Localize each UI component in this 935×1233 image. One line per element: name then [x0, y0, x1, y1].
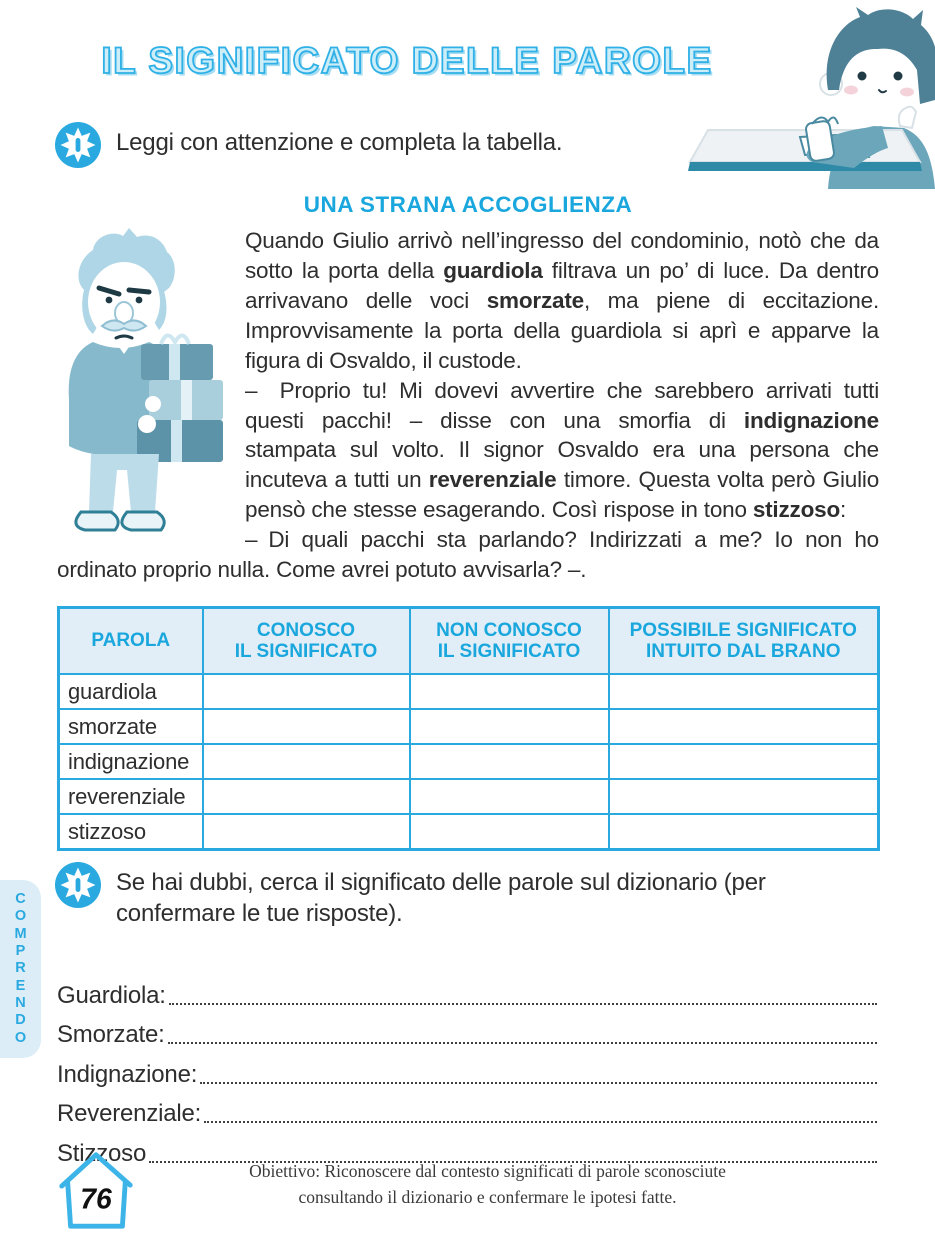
- sun-info-icon: [55, 122, 101, 173]
- answer-line: [57, 1049, 877, 1089]
- answer-cell-empty[interactable]: [203, 744, 410, 779]
- answer-cell-empty[interactable]: [203, 674, 410, 709]
- col-header-non-conosco: NON CONOSCO IL SIGNIFICATO: [410, 608, 609, 675]
- answer-cell-empty[interactable]: [609, 744, 879, 779]
- table-row: [59, 744, 879, 779]
- answer-cell-empty[interactable]: [203, 814, 410, 850]
- table-row: [59, 709, 879, 744]
- instruction-row-2: [55, 862, 885, 929]
- instruction-text: Leggi con attenzione e completa la tabella.: [116, 129, 563, 156]
- passage-paragraph: – Proprio tu! Mi dovevi avvertire che sarebbero arrivati tutti questi pacchi! – disse con una smorfia di indignazione stampata sul volto. Il signor Osvaldo era una persona che incuteva a tutti un reverenziale timore. Questa volta però Giulio pensò che stesse esagerando. Così rispose in tono stizzoso:: [245, 377, 880, 523]
- answer-line-label: Stizzoso: [57, 1139, 147, 1167]
- passage-paragraph: Quando Giulio arrivò nell’ingresso del condominio, notò che da sotto la porta della guardiola filtrava un po’ di luce. Da dentro arrivavano delle voci smorzate, ma piene di eccitazione. Improvvisamente la porta della guardiola si aprì e apparve la figura di Osvaldo, il custode.: [245, 228, 879, 373]
- answer-line-writable[interactable]: [169, 1003, 877, 1005]
- word-cell: smorzate: [59, 709, 203, 744]
- table-row: [59, 814, 879, 850]
- passage-paragraph: – Di quali pacchi sta parlando? Indirizzati a me? Io non ho ordinato proprio nulla. Come avrei potuto avvisarla? –.: [57, 527, 879, 583]
- sidebar-tab-comprendo: C O M P R E N D O: [0, 880, 41, 1058]
- word-cell: reverenziale: [59, 779, 203, 814]
- col-header-parola: PAROLA: [59, 608, 203, 675]
- col-header-conosco: CONOSCO IL SIGNIFICATO: [203, 608, 410, 675]
- answer-cell-empty[interactable]: [609, 709, 879, 744]
- reading-passage: [57, 192, 879, 585]
- answer-cell-empty[interactable]: [410, 744, 609, 779]
- answer-cell-empty[interactable]: [410, 779, 609, 814]
- answer-cell-empty[interactable]: [609, 779, 879, 814]
- sun-info-icon: [55, 862, 101, 913]
- page-title: IL SIGNIFICATO DELLE PAROLE: [101, 40, 713, 81]
- dictionary-answer-lines: [57, 970, 877, 1168]
- word-meaning-table: [57, 606, 880, 851]
- table-row: [59, 779, 879, 814]
- answer-cell-empty[interactable]: [410, 674, 609, 709]
- answer-line-label: Guardiola:: [57, 981, 166, 1009]
- answer-line-writable[interactable]: [200, 1082, 877, 1084]
- table-row: [59, 674, 879, 709]
- angry-caretaker-illustration: [57, 228, 229, 534]
- answer-line: [57, 1089, 877, 1129]
- objective-footer: [130, 1158, 845, 1211]
- answer-cell-empty[interactable]: [410, 814, 609, 850]
- word-cell: guardiola: [59, 674, 203, 709]
- answer-line-writable[interactable]: [204, 1121, 877, 1123]
- house-outline-icon: [52, 1146, 140, 1233]
- answer-line-writable[interactable]: [168, 1042, 877, 1044]
- instruction-row-1: [55, 122, 695, 173]
- passage-title: UNA STRANA ACCOGLIENZA: [303, 192, 633, 217]
- answer-line: [57, 1010, 877, 1050]
- word-cell: indignazione: [59, 744, 203, 779]
- col-header-possibile: POSSIBILE SIGNIFICATO INTUITO DAL BRANO: [609, 608, 879, 675]
- answer-cell-empty[interactable]: [203, 709, 410, 744]
- answer-line-label: Reverenziale:: [57, 1100, 202, 1127]
- table-header-row: [59, 608, 879, 675]
- word-cell: stizzoso: [59, 814, 203, 850]
- answer-line-label: Indignazione:: [57, 1060, 198, 1088]
- instruction-text: Se hai dubbi, cerca il significato delle parole sul dizionario (per confermare le tue risposte).: [116, 869, 766, 927]
- answer-cell-empty[interactable]: [203, 779, 410, 814]
- answer-line-label: Smorzate:: [57, 1021, 165, 1048]
- answer-cell-empty[interactable]: [609, 674, 879, 709]
- answer-line: [57, 970, 877, 1010]
- objective-line: Obiettivo: Riconoscere dal contesto significati di parole sconosciute: [249, 1161, 726, 1181]
- objective-line: consultando il dizionario e confermare le ipotesi fatte.: [298, 1187, 677, 1208]
- answer-cell-empty[interactable]: [410, 709, 609, 744]
- answer-cell-empty[interactable]: [609, 814, 879, 850]
- page-number: 76: [80, 1183, 112, 1216]
